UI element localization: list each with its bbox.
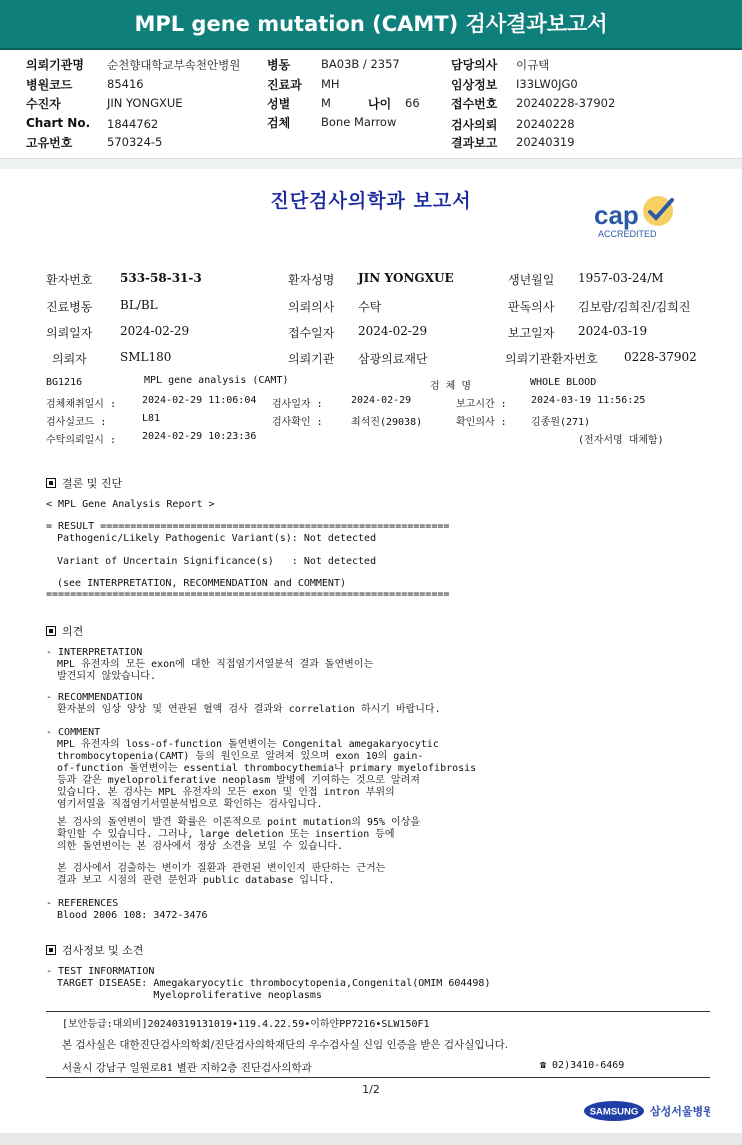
- chart-no-value: 1844762: [107, 117, 159, 131]
- age-label: 나이: [368, 97, 392, 111]
- info-value: 2024-02-29: [358, 324, 428, 338]
- info-value: 삼광의료재단: [358, 352, 428, 366]
- result-footer-line: ===================================================================: [46, 589, 450, 600]
- request-date-label: 검사의뢰: [451, 118, 498, 132]
- specimen-label: 검체: [267, 116, 291, 130]
- specimen-value: Bone Marrow: [321, 115, 397, 129]
- section-test-info: 검사정보 및 소견: [46, 942, 143, 958]
- test-name: MPL gene analysis (CAMT): [144, 375, 289, 386]
- info-value: 1957-03-24/M: [578, 271, 664, 285]
- collect-time-label: 검체채취일시 :: [46, 399, 117, 410]
- age-value: 66: [405, 96, 420, 110]
- info-label: 보고일자: [508, 326, 555, 340]
- result-vus: Variant of Uncertain Significance(s) : Not detected: [57, 556, 377, 567]
- info-label: 판독의사: [508, 300, 555, 314]
- comment-body-2: 본 검사의 돌연변이 발견 확률은 이론적으로 point mutation의 95% 이상을 확인할 수 있습니다. 그러나, large deletion 또는 insertion 등에 의한 돌연변이는 본 검사에서 정상 소견을 보일 수 있습니다.: [57, 817, 421, 852]
- recommendation-body: 환자분의 임상 양상 및 연관된 혈액 검사 결과와 correlation 하시기 바랍니다.: [57, 704, 441, 715]
- exam-date-value: 2024-02-29: [351, 395, 412, 406]
- specimen-name-value: WHOLE BLOOD: [530, 377, 597, 388]
- section-bullet-icon: [46, 626, 56, 636]
- info-value: 0228-37902: [624, 350, 697, 364]
- info-value: SML180: [120, 350, 172, 364]
- report-title-bar: [0, 0, 742, 50]
- exam-date-label: 검사일자 :: [272, 399, 323, 410]
- info-label: 접수일자: [288, 326, 335, 340]
- patient-value: JIN YONGXUE: [107, 96, 183, 110]
- department-value: MH: [321, 77, 340, 91]
- section-bullet-icon: [46, 945, 56, 955]
- clinical-info-value: I33LW0JG0: [516, 77, 578, 91]
- sex-value: M: [321, 96, 331, 110]
- info-value: 2024-02-29: [120, 324, 190, 338]
- specimen-name-label: 검 체 명: [430, 381, 472, 392]
- lab-phone: ☎ 02)3410-6469: [540, 1060, 625, 1071]
- result-see-note: (see INTERPRETATION, RECOMMENDATION and COMMENT): [57, 578, 346, 589]
- hospital-name-label: 의뢰기관명: [26, 58, 84, 72]
- section-result: 결론 및 진단: [46, 475, 122, 491]
- info-label: 생년월일: [508, 273, 555, 287]
- page-number: 1/2: [362, 1083, 380, 1096]
- info-label: 의뢰일자: [46, 326, 93, 340]
- report-time-value: 2024-03-19 11:56:25: [531, 395, 646, 406]
- info-value: 수탁: [358, 300, 382, 314]
- result-pathogenic: Pathogenic/Likely Pathogenic Variant(s): Not detected: [57, 533, 377, 544]
- info-value: JIN YONGXUE: [358, 271, 454, 285]
- svg-text:SAMSUNG: SAMSUNG: [589, 1106, 639, 1118]
- confirm-doctor-label: 확인의사 :: [456, 417, 507, 428]
- certification-note: 본 검사실은 대한진단검사의학회/진단검사의학재단의 우수검사실 신임 인증을 받은 검사실입니다.: [62, 1039, 509, 1051]
- interpretation-heading: - INTERPRETATION: [46, 647, 143, 658]
- consign-time-value: 2024-02-29 10:23:36: [142, 431, 257, 442]
- unique-id-value: 570324-5: [107, 135, 163, 149]
- svg-text:삼성서울병원: 삼성서울병원: [650, 1105, 710, 1118]
- result-date-value: 20240319: [516, 135, 575, 149]
- svg-text:cap: cap: [594, 200, 639, 230]
- ward-value: BA03B / 2357: [321, 57, 400, 71]
- hospital-name-value: 순천향대학교부속천안병원: [107, 58, 241, 72]
- security-grade: [보안등급:대외비]20240319131019•119.4.22.59•이하얀PP7216•SLW150F1: [62, 1019, 430, 1030]
- unique-id-label: 고유번호: [26, 136, 73, 150]
- report-title: MPL gene mutation (CAMT) 검사결과보고서: [134, 12, 608, 36]
- section-opinion: 의견: [46, 623, 83, 639]
- header-divider: [0, 158, 742, 169]
- test-information-body: TARGET DISEASE: Amegakaryocytic thrombocytopenia,Congenital(OMIM 604498) Myeloproliferative neoplasms: [57, 978, 491, 1001]
- lab-code-label: 검사실코드 :: [46, 417, 107, 428]
- info-value: 533-58-31-3: [120, 271, 202, 285]
- info-label: 진료병동: [46, 300, 93, 314]
- references-heading: - REFERENCES: [46, 898, 119, 909]
- consign-time-label: 수탁의뢰일시 :: [46, 435, 117, 446]
- exam-confirm-label: 검사확인 :: [272, 417, 323, 428]
- accession-value: 20240228-37902: [516, 96, 616, 110]
- references-body: Blood 2006 108: 3472-3476: [57, 910, 208, 921]
- recommendation-heading: - RECOMMENDATION: [46, 692, 143, 703]
- lab-address: 서울시 강남구 일원로81 별관 지하2층 진단검사의학과: [62, 1062, 312, 1074]
- interpretation-body: MPL 유전자의 모든 exon에 대한 직접염기서열분석 결과 돌연변이는 발견되지 않았습니다.: [57, 659, 374, 682]
- info-label: 의뢰자: [52, 352, 87, 366]
- sex-label: 성별: [267, 97, 291, 111]
- footer-top-line: [46, 1011, 710, 1012]
- svg-text:ACCREDITED: ACCREDITED: [598, 229, 657, 239]
- report-name: < MPL Gene Analysis Report >: [46, 499, 215, 510]
- ward-label: 병동: [267, 58, 291, 72]
- info-label: 의뢰의사: [288, 300, 335, 314]
- info-label: 의뢰기관환자번호: [505, 352, 598, 366]
- cap-accredited-logo: [592, 194, 688, 240]
- esign-note: (전자서명 대체함): [578, 435, 664, 446]
- test-information-heading: - TEST INFORMATION: [46, 966, 155, 977]
- info-label: 환자성명: [288, 273, 335, 287]
- lab-report-title: 진단검사의학과 보고서: [270, 190, 472, 212]
- samsung-hospital-logo: [584, 1100, 710, 1122]
- page-bottom-band: [0, 1133, 742, 1145]
- comment-heading: - COMMENT: [46, 727, 101, 738]
- footer-bottom-line: [46, 1077, 710, 1078]
- chart-no-label: Chart No.: [26, 116, 91, 130]
- department-label: 진료과: [267, 78, 302, 92]
- doctor-value: 이규택: [516, 58, 550, 72]
- lab-code-value: L81: [142, 413, 161, 424]
- patient-label: 수진자: [26, 97, 61, 111]
- info-value: 김보람/김희진/김희진: [578, 300, 691, 314]
- confirm-doctor-value: 김종원(271): [531, 417, 591, 428]
- collect-time-value: 2024-02-29 11:06:04: [142, 395, 257, 406]
- hospital-code-label: 병원코드: [26, 78, 73, 92]
- header-info: [0, 52, 742, 158]
- report-time-label: 보고시간 :: [456, 399, 507, 410]
- comment-body-1: MPL 유전자의 loss-of-function 돌연변이는 Congenital amegakaryocytic thrombocytopenia(CAMT) 등의 원인으로 알려져 있으며 exon 10의 gain- of-function 돌연변이는 essential thrombocythemia나 primary myelofibrosis 등과 같은 myeloproliferative neoplasm 발병에 기여하는 것으로 알려져 있습니다. 본 검사는 MPL 유전자의 모든 exon 및 인접 intron 부위의 염기서열을 직접염기서열분석법으로 확인하는 검사입니다.: [57, 739, 477, 810]
- result-date-label: 결과보고: [451, 136, 498, 150]
- result-header-line: = RESULT ==========================================================: [46, 521, 450, 532]
- doctor-label: 담당의사: [451, 58, 498, 72]
- info-label: 환자번호: [46, 273, 93, 287]
- accession-label: 접수번호: [451, 97, 498, 111]
- info-value: 2024-03-19: [578, 324, 648, 338]
- section-bullet-icon: [46, 478, 56, 488]
- comment-body-3: 본 검사에서 검출하는 변이가 질환과 관련된 변이인지 판단하는 근거는 결과 보고 시점의 관련 문헌과 public database 입니다.: [57, 863, 386, 886]
- request-date-value: 20240228: [516, 117, 575, 131]
- hospital-code-value: 85416: [107, 77, 144, 91]
- info-label: 의뢰기관: [288, 352, 335, 366]
- clinical-info-label: 임상정보: [451, 78, 498, 92]
- test-code: BG1216: [46, 377, 83, 388]
- exam-confirm-value: 최석진(29038): [351, 417, 423, 428]
- info-value: BL/BL: [120, 298, 158, 312]
